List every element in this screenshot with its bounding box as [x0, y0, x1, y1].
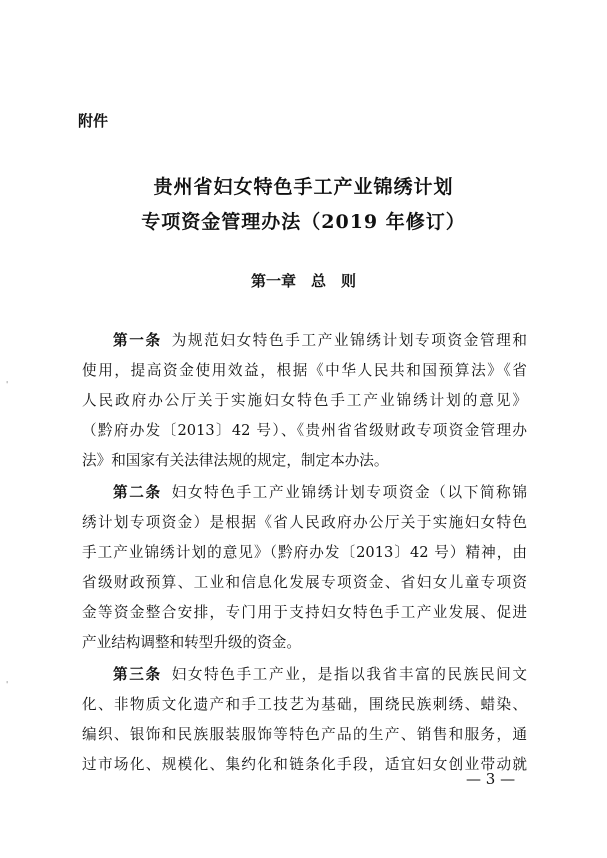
page-number: — 3 —: [466, 770, 516, 788]
article-2-line-6: 产业结构调整和转型升级的资金。: [82, 634, 301, 651]
article-1-line-5: 法》和国家有关法律法规的规定，制定本办法。: [82, 452, 389, 469]
article-3-line-3: 编织、银饰和民族服装服饰等特色产品的生产、销售和服务，通: [82, 726, 527, 743]
article-label: 第二条: [113, 484, 162, 501]
article-2-line-4: 省级财政预算、工业和信息化发展专项资金、省妇女儿童专项资: [82, 574, 527, 591]
article-1-line-4: （黔府办发〔2013〕42 号）、《贵州省省级财政专项资金管理办: [82, 422, 527, 439]
article-1-line-3: 人民政府办公厅关于实施妇女特色手工产业锦绣计划的意见》: [82, 392, 527, 409]
article-3-line-1: 第三条 妇女特色手工产业，是指以我省丰富的民族民间文: [113, 666, 527, 683]
article-1-line-1: 第一条 为规范妇女特色手工产业锦绣计划专项资金管理和: [113, 332, 527, 349]
article-label: 第一条: [113, 332, 162, 349]
article-2-line-3: 手工产业锦绣计划的意见》（黔府办发〔2013〕42 号）精神，由: [82, 544, 527, 561]
document-title-line-2: 专项资金管理办法（2019 年修订）: [141, 211, 466, 233]
document-title-line-1: 贵州省妇女特色手工产业锦绣计划: [153, 176, 454, 198]
scan-mark: ': [6, 380, 9, 389]
article-2-line-1: 第二条 妇女特色手工产业锦绣计划专项资金（以下简称锦: [113, 484, 527, 501]
attachment-label: 附件: [78, 112, 109, 130]
article-1-line-2: 使用，提高资金使用效益，根据《中华人民共和国预算法》《省: [82, 362, 527, 379]
article-3-line-2: 化、非物质文化遗产和手工技艺为基础，围绕民族刺绣、蜡染、: [82, 696, 527, 713]
article-label: 第三条: [113, 666, 162, 683]
article-2-line-2: 绣计划专项资金）是根据《省人民政府办公厅关于实施妇女特色: [82, 514, 527, 531]
article-2-line-5: 金等资金整合安排，专门用于支持妇女特色手工产业发展、促进: [82, 604, 527, 621]
scan-mark: ': [6, 680, 9, 689]
chapter-heading: 第一章 总 则: [250, 272, 356, 290]
article-3-line-4: 过市场化、规模化、集约化和链条化手段，适宜妇女创业带动就: [82, 756, 527, 773]
